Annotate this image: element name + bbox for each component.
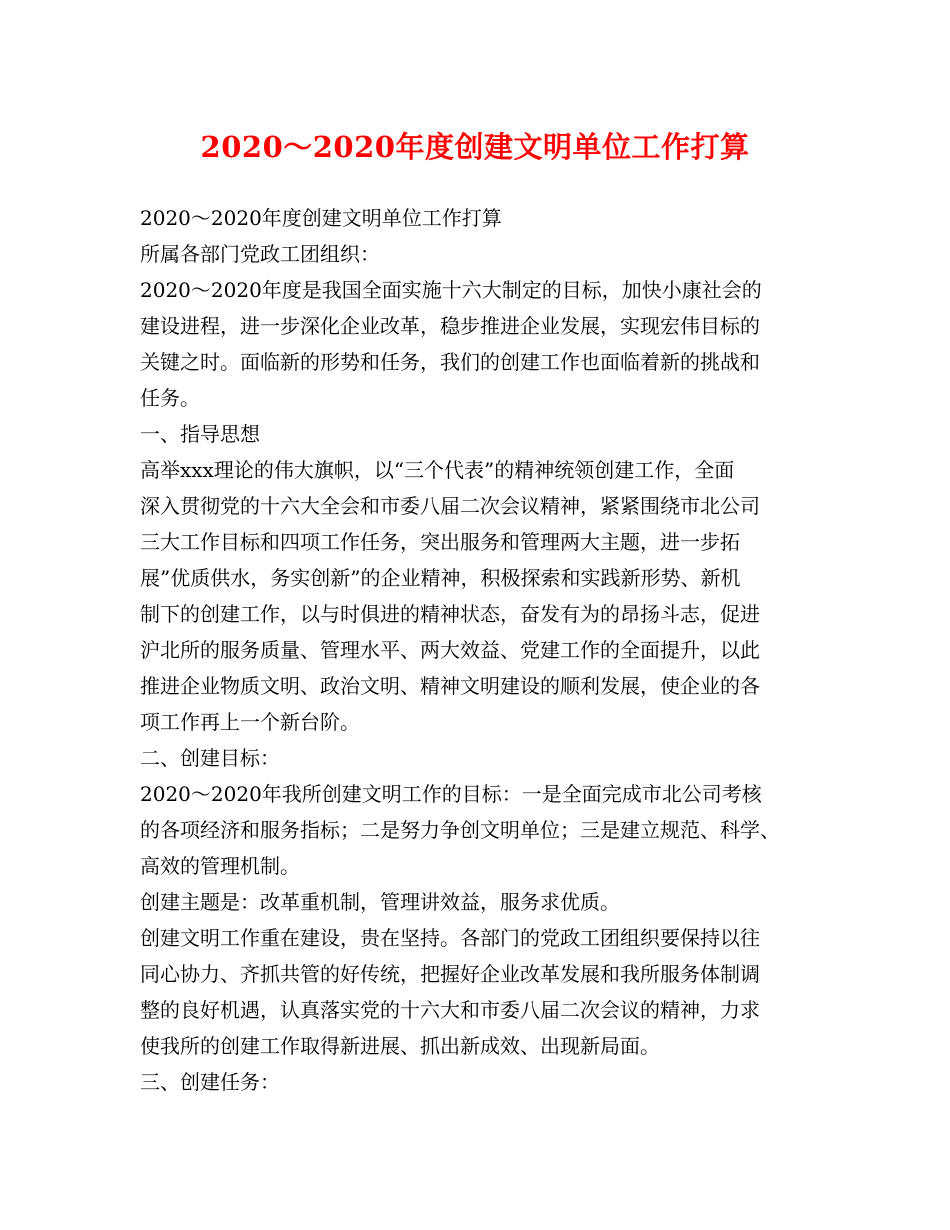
paragraph-line: 所属各部门党政工团组织：: [140, 242, 380, 266]
paragraph-line: 整的良好机遇，认真落实党的十六大和市委八届二次会议的精神，力求: [140, 998, 760, 1022]
paragraph-line: 高效的管理机制。: [140, 854, 300, 878]
paragraph-line: 关键之时。面临新的形势和任务，我们的创建工作也面临着新的挑战和: [140, 350, 760, 374]
paragraph-line: 沪北所的服务质量、管理水平、两大效益、党建工作的全面提升，以此: [140, 638, 760, 662]
paragraph-line: 推进企业物质文明、政治文明、精神文明建设的顺利发展，使企业的各: [140, 674, 760, 698]
paragraph-line: 2020～2020年度是我国全面实施十六大制定的目标，加快小康社会的: [140, 278, 762, 302]
document-body: [140, 200, 830, 1100]
paragraph-line: 深入贯彻党的十六大全会和市委八届二次会议精神，紧紧围绕市北公司: [140, 494, 760, 518]
paragraph-line: 制下的创建工作，以与时俱进的精神状态，奋发有为的昂扬斗志，促进: [140, 602, 760, 626]
paragraph-line: 2020～2020年度创建文明单位工作打算: [140, 206, 502, 230]
section-heading: 一、指导思想: [140, 422, 260, 446]
paragraph-line: 任务。: [140, 386, 200, 410]
paragraph-line: 的各项经济和服务指标；二是努力争创文明单位；三是建立规范、科学、: [140, 818, 780, 842]
paragraph-line: 高举xxx理论的伟大旗帜，以“三个代表”的精神统领创建工作，全面: [140, 458, 735, 482]
document-title: 2020～2020年度创建文明单位工作打算: [200, 130, 750, 164]
paragraph-line: 2020～2020年我所创建文明工作的目标：一是全面完成市北公司考核: [140, 782, 762, 806]
paragraph-line: 三大工作目标和四项工作任务，突出服务和管理两大主题，进一步拓: [140, 530, 740, 554]
paragraph-line: 建设进程，进一步深化企业改革，稳步推进企业发展，实现宏伟目标的: [140, 314, 760, 338]
paragraph-line: 创建文明工作重在建设，贵在坚持。各部门的党政工团组织要保持以往: [140, 926, 760, 950]
paragraph-line: 展”优质供水，务实创新”的企业精神，积极探索和实践新形势、新机: [140, 566, 741, 590]
paragraph-line: 同心协力、齐抓共管的好传统，把握好企业改革发展和我所服务体制调: [140, 962, 760, 986]
paragraph-line: 使我所的创建工作取得新进展、抓出新成效、出现新局面。: [140, 1034, 660, 1058]
paragraph-line: 创建主题是：改革重机制，管理讲效益，服务求优质。: [140, 890, 620, 914]
section-heading: 三、创建任务：: [140, 1070, 280, 1094]
paragraph-line: 项工作再上一个新台阶。: [140, 710, 360, 734]
section-heading: 二、创建目标：: [140, 746, 280, 770]
